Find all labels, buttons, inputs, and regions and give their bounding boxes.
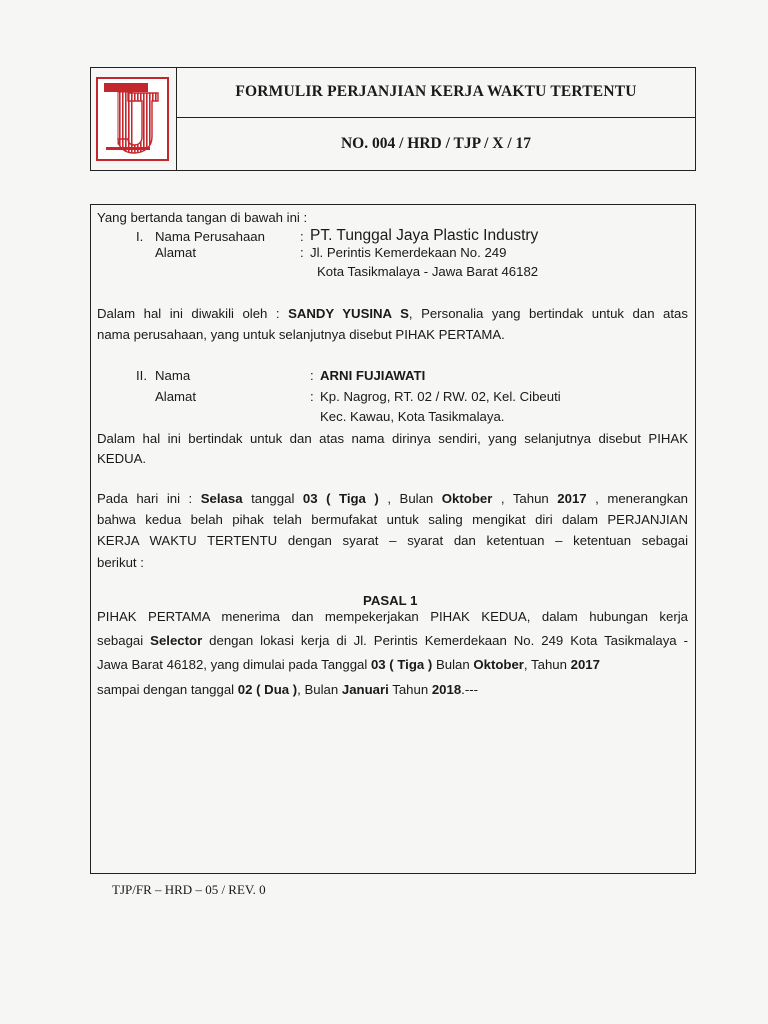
company-logo [96, 77, 169, 161]
pasal-line1: PIHAK PERTAMA menerima dan mempekerjakan PIHAK KEDUA, dalam hubungan kerja [97, 609, 688, 624]
agreement-body [90, 204, 696, 874]
party2-address-line1: Kp. Nagrog, RT. 02 / RW. 02, Kel. Cibeuti [320, 389, 561, 404]
party1-name-value: PT. Tunggal Jaya Plastic Industry [310, 227, 539, 244]
form-title: FORMULIR PERJANJIAN KERJA WAKTU TERTENTU [235, 83, 637, 100]
party1-address-line1: Jl. Perintis Kemerdekaan No. 249 [310, 245, 507, 260]
form-header [90, 67, 696, 171]
logo-cell [91, 68, 177, 170]
party1-address-line2: Kota Tasikmalaya - Jawa Barat 46182 [317, 264, 539, 279]
party2-address-line2: Kec. Kawau, Kota Tasikmalaya. [320, 409, 505, 424]
tj-logo-icon [98, 79, 167, 159]
party2-numeral: II. [136, 368, 147, 383]
party2-statement-line2: KEDUA. [97, 451, 147, 466]
intro-text: Yang bertanda tangan di bawah ini : [97, 210, 308, 225]
date-line2: bahwa kedua belah pihak telah bermufakat untuk saling mengikat diri dalam PERJANJIAN [97, 512, 688, 527]
party2-colon: : [310, 368, 314, 383]
date-line4: berikut : [97, 555, 144, 570]
party1-address-label: Alamat [155, 245, 197, 260]
pasal-title: PASAL 1 [363, 593, 418, 608]
party2-name-label: Nama [155, 368, 191, 383]
form-number: NO. 004 / HRD / TJP / X / 17 [340, 135, 532, 152]
party2-name-value: ARNI FUJIAWATI [320, 368, 426, 383]
representative-line2: nama perusahaan, yang untuk selanjutnya disebut PIHAK PERTAMA. [97, 327, 505, 342]
header-divider [177, 117, 695, 118]
pasal-line4: sampai dengan tanggal 02 ( Dua ), Bulan Januari Tahun 2018.--- [97, 682, 479, 697]
pasal-line3: Jawa Barat 46182, yang dimulai pada Tanggal 03 ( Tiga ) Bulan Oktober, Tahun 2017 [97, 657, 600, 672]
party1-name-label: Nama Perusahaan [155, 229, 265, 244]
pasal-line2: sebagai Selector dengan lokasi kerja di Jl. Perintis Kemerdekaan No. 249 Kota Tasikmalaya - [97, 633, 689, 648]
representative-line1: Dalam hal ini diwakili oleh : SANDY YUSINA S, Personalia yang bertindak untuk dan atas [97, 306, 688, 321]
party2-address-colon: : [310, 389, 314, 404]
date-line3: KERJA WAKTU TERTENTU dengan syarat – syarat dan ketentuan – ketentuan sebagai [97, 533, 688, 548]
party1-numeral: I. [136, 229, 144, 244]
party1-colon: : [300, 229, 304, 244]
form-footer-code: TJP/FR – HRD – 05 / REV. 0 [112, 882, 266, 897]
date-line1: Pada hari ini : Selasa tanggal 03 ( Tiga ) , Bulan Oktober , Tahun 2017 , menerangkan [97, 491, 689, 506]
party2-statement-line1: Dalam hal ini bertindak untuk dan atas nama dirinya sendiri, yang selanjutnya disebut PIHAK [97, 431, 688, 446]
party2-address-label: Alamat [155, 389, 197, 404]
party1-address-colon: : [300, 245, 304, 260]
